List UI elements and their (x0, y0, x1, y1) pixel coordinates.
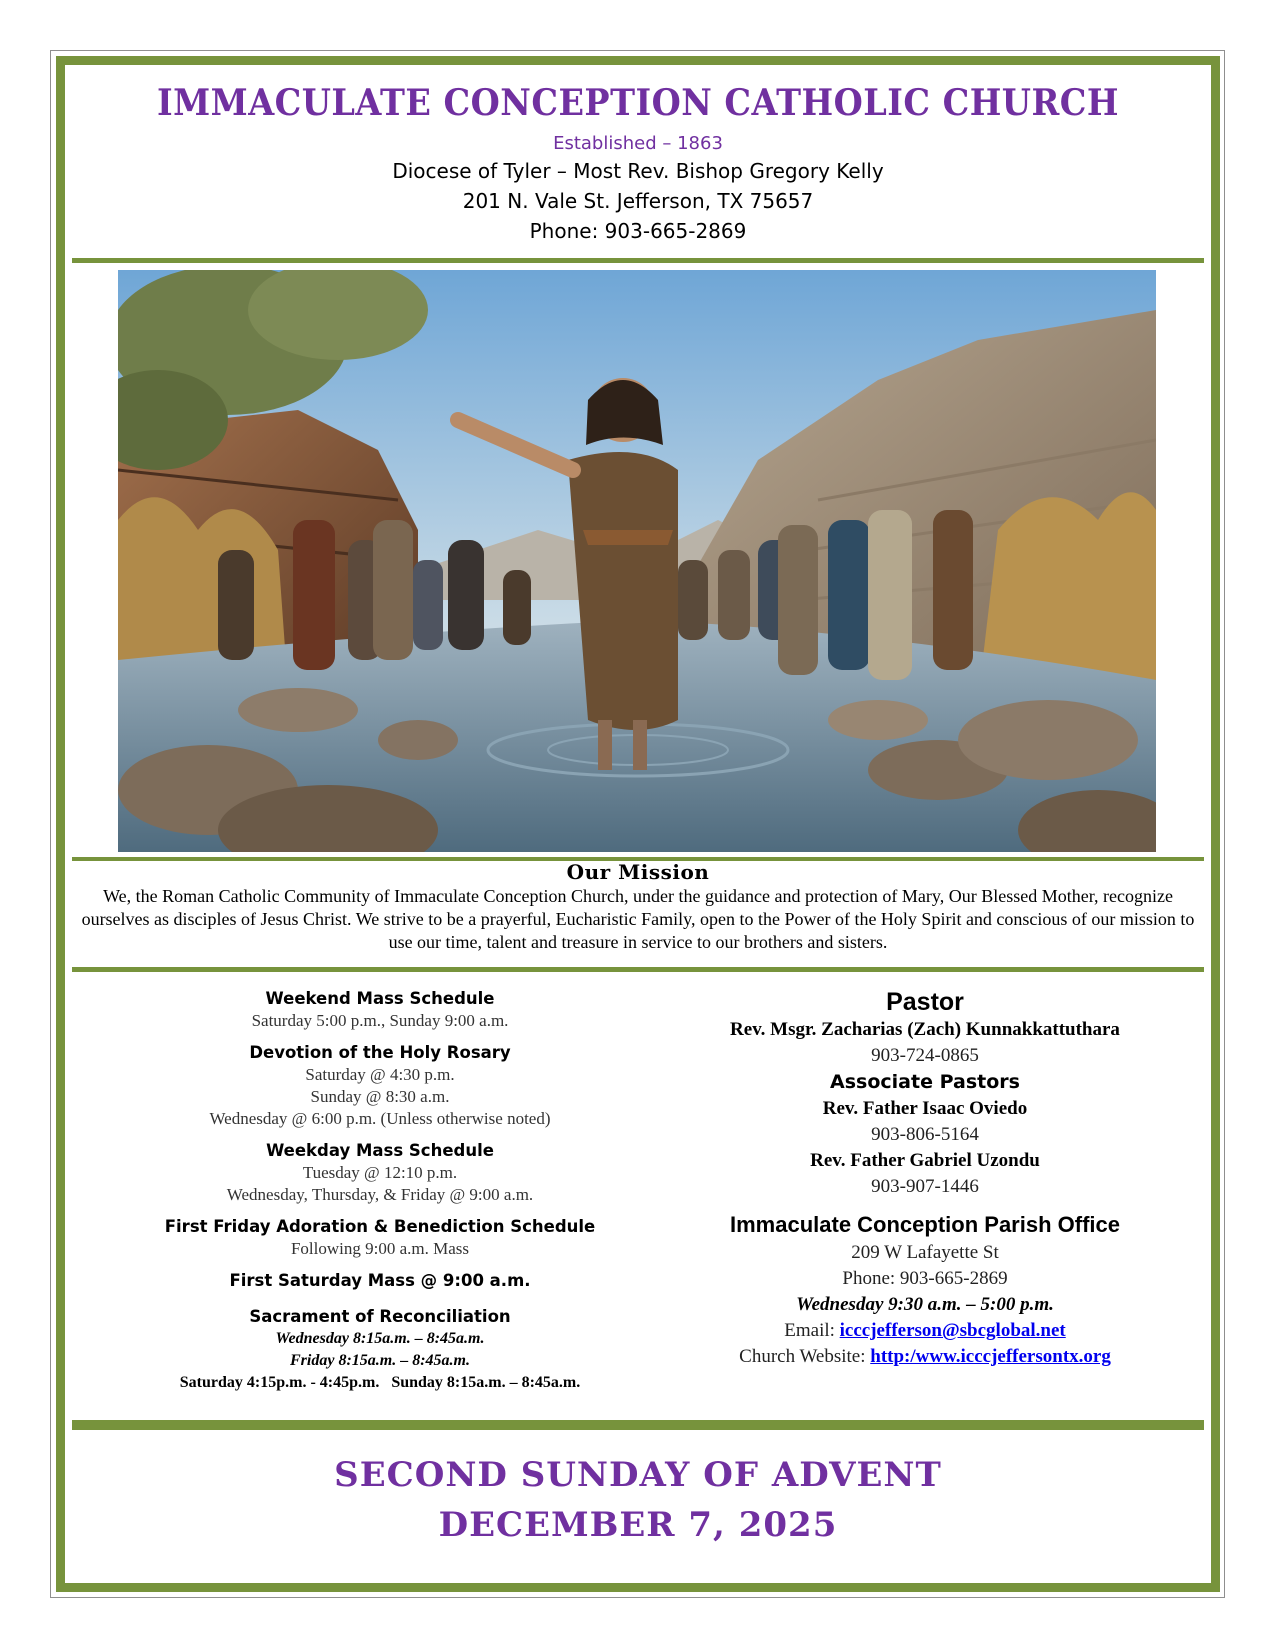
diocese-line: Diocese of Tyler – Most Rev. Bishop Gregory Kelly (392, 159, 884, 183)
bulletin-header (72, 78, 1204, 246)
adoration-heading: First Friday Adoration & Benediction Schedule (164, 1217, 596, 1236)
weekday-mass-tuesday: Tuesday @ 12:10 p.m. (302, 1163, 458, 1182)
rosary-saturday: Saturday @ 4:30 p.m. (305, 1065, 455, 1084)
parish-website-line (660, 1344, 1190, 1370)
associate-pastor-2-phone: 903-907-1446 (871, 1176, 979, 1197)
church-phone: Phone: 903-665-2869 (529, 219, 747, 243)
pastor-name: Rev. Msgr. Zacharias (Zach) Kunnakkattuthara (730, 1019, 1120, 1040)
parish-office-phone: Phone: 903-665-2869 (842, 1268, 1008, 1289)
associate-pastor-1-phone: 903-806-5164 (871, 1124, 979, 1145)
email-link[interactable]: icccjefferson@sbcglobal.net (839, 1320, 1066, 1341)
first-saturday-mass: First Saturday Mass @ 9:00 a.m. (229, 1271, 531, 1290)
weekend-mass-times: Saturday 5:00 p.m., Sunday 9:00 a.m. (251, 1011, 509, 1030)
reconciliation-friday: Friday 8:15a.m. – 8:45a.m. (290, 1352, 470, 1369)
church-name: IMMACULATE CONCEPTION CATHOLIC CHURCH (157, 82, 1119, 124)
mission-statement: We, the Roman Catholic Community of Immaculate Conception Church, under the guidance and protection of Mary, Our Blessed Mother, recognize ourselves as disciples of Jesus Christ. We strive to be a prayerful, Eucharistic Family, open to the Power of the Holy Spirit and conscious of our mission to use our time, talent and treasure in service to our brothers and sisters. (81, 886, 1195, 952)
liturgical-occasion: SECOND SUNDAY OF ADVENT (334, 1455, 942, 1495)
email-label: Email: (784, 1320, 840, 1341)
reconciliation-weekend: Saturday 4:15p.m. - 4:45p.m. Sunday 8:15a.m. – 8:45a.m. (179, 1374, 581, 1391)
mission-title: Our Mission (566, 860, 710, 884)
parish-email-line (660, 1318, 1190, 1344)
weekday-mass-heading: Weekday Mass Schedule (266, 1141, 494, 1160)
divider-mission-bottom (72, 967, 1204, 972)
website-link[interactable]: http:/www.icccjeffersontx.org (870, 1346, 1111, 1367)
weekday-mass-wed-fri: Wednesday, Thursday, & Friday @ 9:00 a.m. (226, 1185, 534, 1204)
reconciliation-wednesday: Wednesday 8:15a.m. – 8:45a.m. (275, 1330, 485, 1347)
contact-column (660, 987, 1190, 1370)
parish-office-title: Immaculate Conception Parish Office (730, 1212, 1120, 1237)
bulletin-footer (72, 1450, 1204, 1550)
associate-pastors-heading: Associate Pastors (830, 1071, 1020, 1093)
parish-office-hours: Wednesday 9:30 a.m. – 5:00 p.m. (796, 1294, 1054, 1315)
website-label: Church Website: (739, 1346, 871, 1367)
associate-pastor-2-name: Rev. Father Gabriel Uzondu (810, 1150, 1040, 1171)
bulletin-date: DECEMBER 7, 2025 (438, 1505, 838, 1545)
mission-section (80, 860, 1196, 954)
divider-footer (72, 1420, 1204, 1430)
adoration-time: Following 9:00 a.m. Mass (290, 1239, 470, 1258)
rosary-heading: Devotion of the Holy Rosary (249, 1043, 511, 1062)
church-address: 201 N. Vale St. Jefferson, TX 75657 (462, 189, 814, 213)
pastor-phone: 903-724-0865 (871, 1045, 979, 1066)
established-line: Established – 1863 (553, 133, 723, 154)
schedule-column (110, 988, 650, 1394)
reconciliation-heading: Sacrament of Reconciliation (249, 1307, 511, 1326)
pastor-heading: Pastor (886, 988, 964, 1016)
parish-office-address: 209 W Lafayette St (851, 1242, 999, 1263)
divider-header (72, 258, 1204, 263)
baptism-river-scene-image (118, 270, 1156, 852)
associate-pastor-1-name: Rev. Father Isaac Oviedo (822, 1098, 1028, 1119)
rosary-wednesday: Wednesday @ 6:00 p.m. (Unless otherwise noted) (209, 1109, 551, 1128)
rosary-sunday: Sunday @ 8:30 a.m. (310, 1087, 450, 1106)
weekend-mass-heading: Weekend Mass Schedule (265, 989, 495, 1008)
